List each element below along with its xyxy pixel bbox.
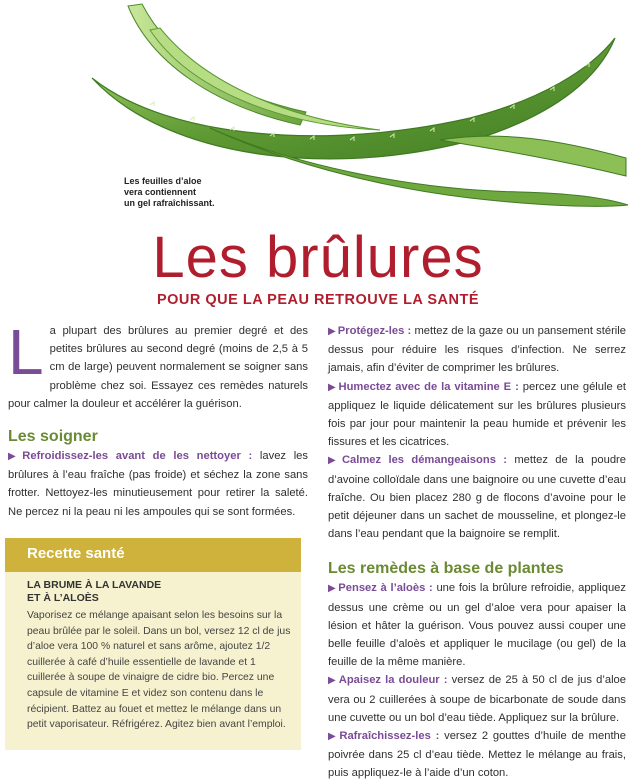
body-text: versez 2 gouttes d’huile de menthe poivrée dans 25 cl d’eau tiède. Mettez le mélange au frais, puis appliquez-le à l’aide d’un coton. [328,730,627,780]
triangle-bullet-icon: ▶ [328,326,336,337]
body-text: une fois la brûlure refroidie, appliquez dessus une crème ou un gel d’aloe vera pour apaiser la lésion et hâter la guérison. Vous pouvez aussi couper une belle feuille d’aloès et appliquer le mucilage (ou gel) de la feuille de la même manière. [328,582,627,669]
triangle-bullet-icon: ▶ [328,455,340,467]
paragraph-protegez [328,322,626,378]
caption-line: vera contiennent [124,187,197,197]
section-heading-soigner: Les soigner [8,428,98,446]
recipe-box [5,538,301,750]
body-text: mettez de la poudre d’avoine colloïdale dans une baignoire ou une cuvette d’eau fraîche. Ou bien placez 280 g de flocons d’avoine pour le petit déjeuner dans un sachet de mousseline, et plongez-le dans l’eau pendant que la baignoire se remplit. [328,454,626,541]
lead-text: Refroidissez-les avant de les nettoyer : [22,450,253,463]
triangle-bullet-icon: ▶ [8,451,21,463]
recipe-subtitle [27,579,161,605]
left-column [8,316,308,521]
article-subtitle: POUR QUE LA PEAU RETROUVE LA SANTÉ [156,292,480,308]
lead-text: Pensez à l’aloès : [338,582,433,595]
recipe-subtitle-line: LA BRUME À LA LAVANDE [27,579,162,591]
triangle-bullet-icon: ▶ [328,675,337,687]
caption-line: un gel rafraîchissant. [124,198,215,208]
lead-text: Humectez avec de la vitamine E : [338,380,519,393]
triangle-bullet-icon: ▶ [328,731,338,743]
intro-text: a plupart des brûlures au premier degré et des petites brûlures au second degré (moins de 2,5 à 5 cm de large) peuvent normalement se soigner sans problème chez soi. Essayez ces remèdes naturels pour calmer la douleur et accélérer la guérison. [8,325,308,410]
body-text: percez une gélule et appliquez le liquide délicatement sur les brûlures plusieurs fois par jour pour maintenir la peau humide et prévenir les fissures et les cicatrices. [328,380,626,449]
paragraph-apaisez [328,671,626,727]
recipe-header-band [5,538,301,572]
paragraph-humectez [328,378,626,452]
body-text: mettez de la gaze ou un pansement stérile dessus pour réduire les risques d’infection. Ne serrez jamais, afin d’éviter de comprimer les brûlures. [328,325,626,375]
paragraph-pensez [328,579,626,671]
body-text: versez de 25 à 50 cl de jus d’aloe vera ou 2 cuillerées à soupe de bicarbonate de soude dans une cuvette ou un bol d’eau tiède. Appliquez sur la brûlure. [328,674,626,724]
recipe-subtitle-line: ET À L’ALOÈS [27,592,99,604]
drop-cap: L [8,316,44,388]
aloe-vera-illustration [0,0,636,225]
triangle-bullet-icon: ▶ [328,381,337,393]
triangle-bullet-icon: ▶ [328,583,337,595]
paragraph-calmez [328,451,626,543]
intro-paragraph [8,316,308,413]
lead-text: Protégez-les : [337,325,412,337]
paragraph-rafraichissez [328,727,626,783]
right-column [328,322,626,783]
body-text: lavez les brûlures à l’eau fraîche (pas froide) et séchez la zone sans frotter. Nettoyez-les minutieusement pour retirer la saleté. Ne percez ni la peau ni les ampoules qui se sont formées. [8,450,308,518]
lead-text: Rafraîchissez-les : [339,730,440,743]
soigner-paragraph [8,447,308,521]
image-caption [124,176,254,209]
lead-text: Apaisez la douleur : [338,674,448,687]
lead-text: Calmez les démangeaisons : [341,454,508,467]
section-heading-plantes: Les remèdes à base de plantes [328,560,564,578]
recipe-heading: Recette santé [27,545,125,562]
recipe-body: Vaporisez ce mélange apaisant selon les besoins sur la peau brûlée par le soleil. Dans un bol, versez 12 cl de jus d’aloe vera 100 % naturel et sans arôme, ajoutez 1/2 cuillerée à café d’huile essentielle de lavande et 1 cuillerée à soupe de vinaigre de cidre bio. Percez une capsule de vitamine E et videz son contenu dans le récipient. Battez au fouet et mettez le mélange dans un petit vaporisateur. Réfrigérez. Agitez bien avant l’emploi. [27,610,291,731]
caption-line: Les feuilles d’aloe [124,176,202,186]
article-title: Les brûlures [152,225,484,290]
